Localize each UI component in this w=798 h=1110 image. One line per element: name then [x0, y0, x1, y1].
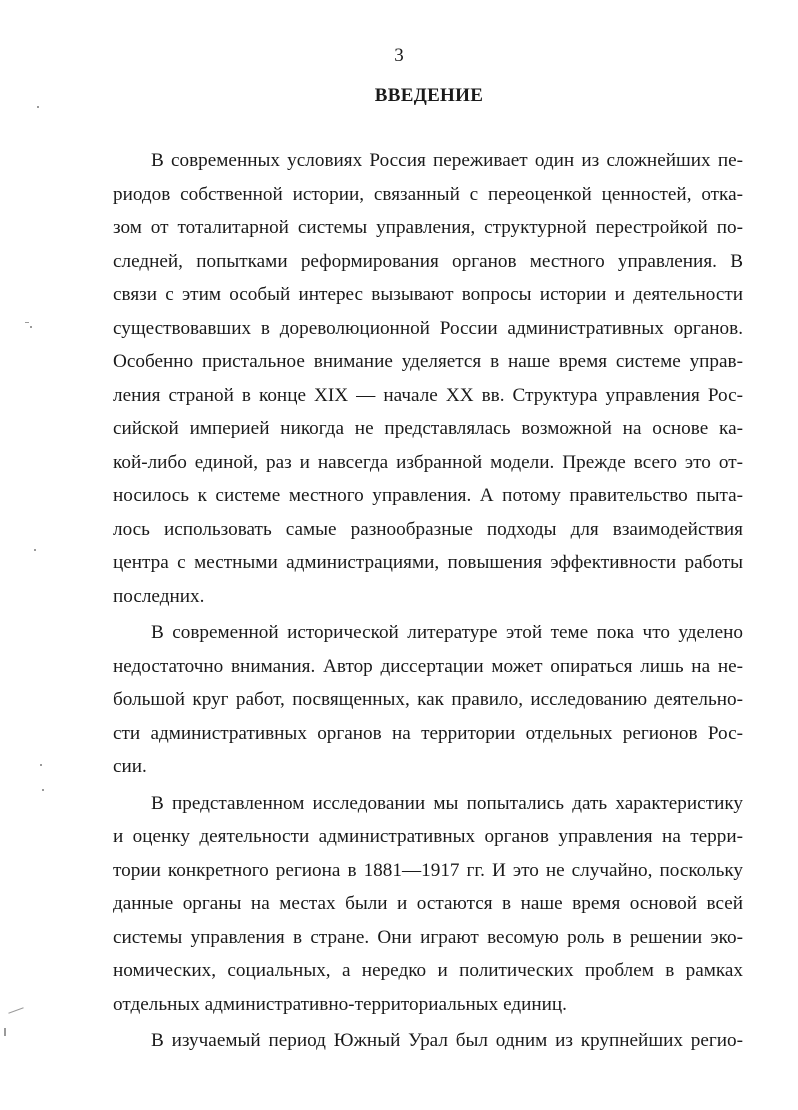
paragraph: [113, 616, 743, 784]
text-line: сийской империей никогда не представлялась возможной на основе ка-: [113, 418, 743, 439]
scan-speck: [25, 322, 29, 323]
text-line: лось использовать самые разнообразные подходы для взаимодействия: [113, 518, 743, 540]
text-line: номических, социальных, а нередко и политических проблем в рамках: [113, 960, 743, 981]
text-line: отдельных административно-территориальных единиц.: [113, 993, 567, 1015]
scan-speck: [4, 1028, 6, 1036]
text-line: тории конкретного региона в 1881—1917 гг. И это не случайно, поскольку: [113, 859, 743, 881]
text-line: риодов собственной истории, связанный с переоценкой ценностей, отка-: [113, 183, 743, 205]
text-line: существовавших в дореволюционной России административных органов.: [113, 317, 743, 339]
section-heading: ВВЕДЕНИЕ: [374, 85, 484, 106]
text-line: связи с этим особый интерес вызывают вопросы истории и деятельности: [113, 284, 743, 305]
body-text: [113, 144, 743, 1058]
scan-speck: [40, 764, 42, 766]
text-line: центра с местными администрациями, повышения эффективности работы: [113, 552, 743, 573]
scan-speck: [42, 789, 44, 791]
text-line: большой круг работ, посвященных, как правило, исследованию деятельно-: [113, 689, 743, 710]
text-line: данные органы на местах были и остаются в наше время основой всей: [113, 893, 743, 914]
text-line: Особенно пристальное внимание уделяется в наше время системе управ-: [113, 351, 743, 372]
text-line: В современной исторической литературе этой теме пока что уделено: [151, 622, 743, 643]
text-line: зом от тоталитарной системы управления, структурной перестройкой по-: [113, 217, 743, 238]
page-number: 3: [394, 45, 404, 66]
text-line: сти административных органов на территории отдельных регионов Рос-: [113, 722, 743, 744]
text-line: следней, попытками реформирования органов местного управления. В: [113, 250, 743, 272]
text-line: кой-либо единой, раз и навсегда избранной модели. Прежде всего это от-: [113, 451, 743, 473]
paragraph: [113, 1024, 743, 1058]
text-line: и оценку деятельности административных органов управления на терри-: [113, 826, 743, 847]
text-line: носилось к системе местного управления. А потому правительство пыта-: [113, 485, 743, 506]
scan-speck: [8, 1007, 23, 1013]
scan-speck: [30, 326, 32, 328]
text-line: ления страной в конце XIX — начале XX вв. Структура управления Рос-: [113, 384, 743, 406]
scan-speck: [34, 549, 36, 551]
text-line: В представленном исследовании мы попытались дать характеристику: [151, 792, 743, 814]
scan-speck: [37, 106, 39, 108]
text-line: сии.: [113, 756, 147, 777]
text-line: В изучаемый период Южный Урал был одним из крупнейших регио-: [151, 1030, 743, 1051]
paragraph: [113, 144, 743, 613]
text-line: недостаточно внимания. Автор диссертации может опираться лишь на не-: [113, 655, 743, 677]
text-line: системы управления в стране. Они играют весомую роль в решении эко-: [113, 926, 743, 948]
text-line: В современных условиях Россия переживает один из сложнейших пе-: [151, 150, 743, 171]
paragraph: [113, 787, 743, 1022]
text-line: последних.: [113, 585, 205, 607]
